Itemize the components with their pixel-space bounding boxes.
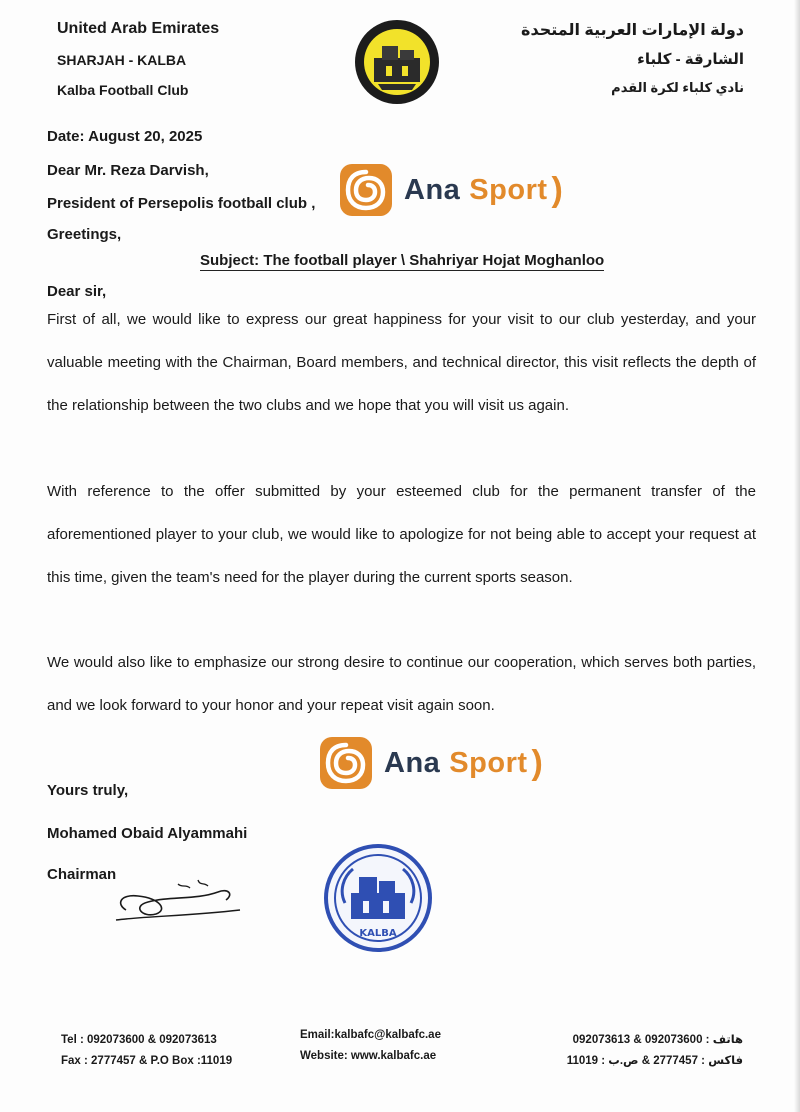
header-english xyxy=(57,20,219,98)
header-club-ar: نادي كلباء لكرة القدم xyxy=(611,80,744,95)
footer-website[interactable]: Website: www.kalbafc.ae xyxy=(300,1050,437,1062)
header-city: SHARJAH - KALBA xyxy=(57,52,187,68)
header-country-ar: دولة الإمارات العربية المتحدة xyxy=(521,22,744,39)
ana-sport-watermark xyxy=(338,162,563,218)
footer-right xyxy=(567,1030,743,1072)
header-city-ar: الشارقة - كلباء xyxy=(637,51,744,68)
letter-salutation: Dear Mr. Reza Darvish, xyxy=(47,162,209,179)
ana-sport-word-sport: Sport xyxy=(449,746,528,779)
letter-recipient-title: President of Persepolis football club , xyxy=(47,195,316,212)
letter-dear-sir: Dear sir, xyxy=(47,283,107,300)
letter-paragraph-3: We would also like to emphasize our strong desire to continue our cooperation, which serves both parties, and we look forward to your honor and your repeat visit again soon. xyxy=(47,654,756,714)
ana-sport-brace: ) xyxy=(531,743,543,782)
header-arabic xyxy=(521,20,744,96)
ana-sport-watermark xyxy=(318,735,543,791)
footer-tel-ar: هاتف : 092073600 & 092073613 xyxy=(572,1034,743,1046)
kalba-crest-logo xyxy=(352,18,442,106)
signature-image xyxy=(108,870,248,930)
letter-closing: Yours truly, xyxy=(47,782,129,799)
signer-title: Chairman xyxy=(47,866,117,883)
footer-left xyxy=(61,1030,232,1072)
signer-name: Mohamed Obaid Alyammahi xyxy=(47,825,248,842)
letter-date: Date: August 20, 2025 xyxy=(47,128,203,145)
letter-paragraph-2: With reference to the offer submitted by your esteemed club for the permanent transfer of the aforementioned player to your club, we would like to apologize for not being able to accept your request at this time, given the team's need for the player during the current sports season. xyxy=(47,483,756,586)
ana-sport-logo-icon xyxy=(318,735,374,791)
ana-sport-word-sport: Sport xyxy=(469,173,548,206)
footer-email[interactable]: Email:kalbafc@kalbafc.ae xyxy=(300,1029,441,1041)
header-club: Kalba Football Club xyxy=(57,82,189,98)
page-edge-shadow xyxy=(794,0,800,1112)
kalba-club-stamp xyxy=(323,843,433,953)
ana-sport-brace: ) xyxy=(551,170,563,209)
stamp-text: KALBA xyxy=(359,928,397,939)
header-country: United Arab Emirates xyxy=(57,20,220,37)
ana-sport-word-ana: Ana xyxy=(384,746,441,779)
ana-sport-word-ana: Ana xyxy=(404,173,461,206)
ana-sport-logo-icon xyxy=(338,162,394,218)
footer-fax: Fax : 2777457 & P.O Box :11019 xyxy=(61,1055,233,1067)
footer-tel: Tel : 092073600 & 092073613 xyxy=(61,1034,217,1046)
letter-paragraph-1: First of all, we would like to express our great happiness for your visit to our club yesterday, and your valuable meeting with the Chairman, Board members, and technical director, this visit reflects the depth of the relationship between the two clubs and we hope that you will visit us again. xyxy=(47,311,756,414)
footer-fax-ar: فاكس : 2777457 & ص.ب : 11019 xyxy=(566,1055,743,1067)
letter-subject: Subject: The football player \ Shahriyar Hojat Moghanloo xyxy=(200,252,605,269)
letter-greeting: Greetings, xyxy=(47,226,122,243)
footer-middle xyxy=(300,1025,441,1067)
